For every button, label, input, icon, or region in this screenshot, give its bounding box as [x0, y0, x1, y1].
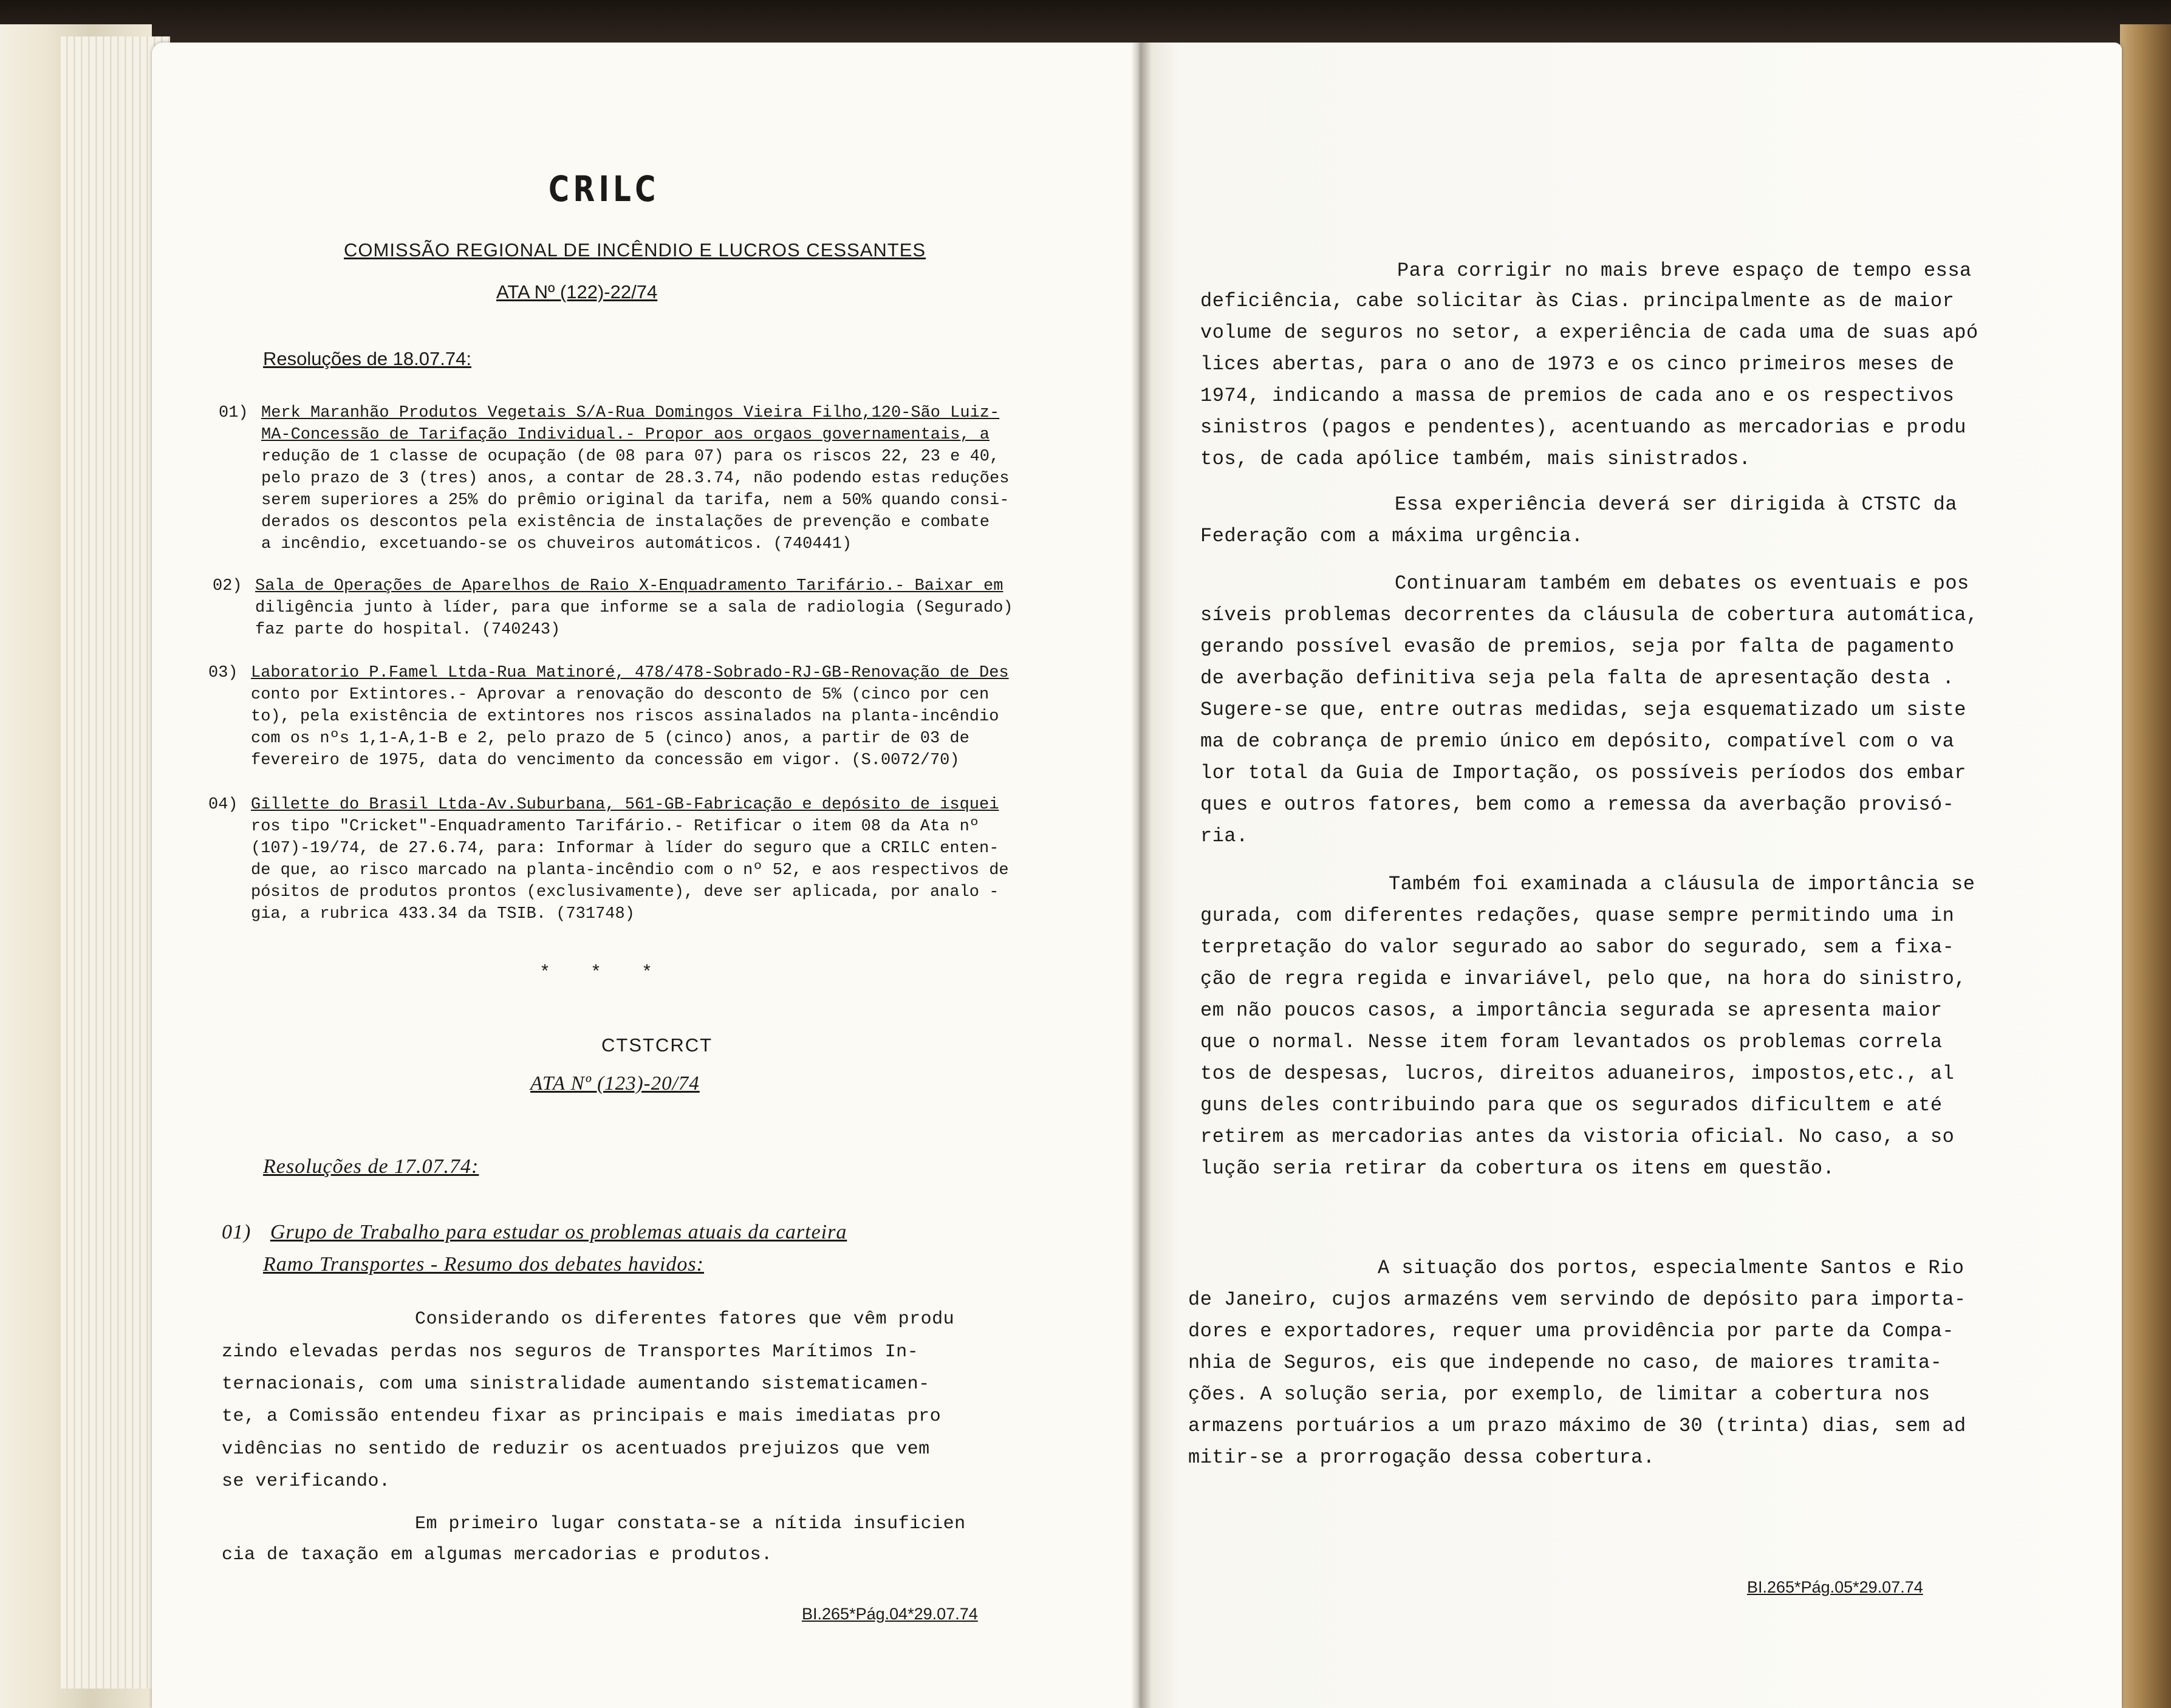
item-line: redução de 1 classe de ocupação (de 08 para 07) para os riscos 22, 23 e 40,: [261, 448, 1000, 466]
item-number: 03): [208, 664, 238, 682]
item-line: fevereiro de 1975, data do vencimento da concessão em vigor. (S.0072/70): [251, 751, 960, 770]
item-number: 04): [208, 796, 238, 814]
group-number: 01): [222, 1221, 251, 1243]
body-line: em não poucos casos, a importância segurada se apresenta maior: [1200, 999, 1943, 1022]
item-line: conto por Extintores.- Aprovar a renovação do desconto de 5% (cinco por cen: [251, 686, 990, 704]
item-line: Merk Maranhão Produtos Vegetais S/A-Rua Domingos Vieira Filho,120-São Luiz-: [261, 404, 1000, 422]
body-line: ria.: [1200, 825, 1248, 847]
item-line: com os nºs 1,1-A,1-B e 2, pelo prazo de 5 (cinco) anos, a partir de 03 de: [251, 729, 969, 748]
item-line: MA-Concessão de Tarifação Individual.- Propor aos orgaos governamentais, a: [261, 426, 990, 444]
body-line: Continuaram também em debates os eventuais e pos: [1395, 572, 1969, 595]
book-gutter: [1131, 43, 1152, 1708]
body-line: A situação dos portos, especialmente Santos e Rio: [1378, 1257, 1964, 1279]
item-line: gia, a rubrica 433.34 da TSIB. (731748): [251, 905, 635, 923]
body-line: se verificando.: [222, 1471, 391, 1492]
body-line: Para corrigir no mais breve espaço de tempo essa: [1397, 259, 1972, 282]
group-subtitle: Ramo Transportes - Resumo dos debates havidos:: [263, 1253, 704, 1276]
item-line: ros tipo "Cricket"-Enquadramento Tarifário.- Retificar o item 08 da Ata nº: [251, 818, 979, 836]
item-line: Gillette do Brasil Ltda-Av.Suburbana, 561-GB-Fabricação e depósito de isquei: [251, 796, 999, 814]
item-line: Laboratorio P.Famel Ltda-Rua Matinoré, 478/478-Sobrado-RJ-GB-Renovação de Des: [251, 664, 1009, 682]
body-line: Considerando os diferentes fatores que vêm produ: [415, 1309, 955, 1330]
body-line: Sugere-se que, entre outras medidas, seja esquematizado um siste: [1200, 699, 1966, 721]
body-line: gurada, com diferentes redações, quase sempre permitindo uma in: [1200, 904, 1955, 927]
resolutions-date: Resoluções de 18.07.74:: [263, 348, 471, 369]
item-line: de que, ao risco marcado na planta-incêndio com o nº 52, e aos respectivos de: [251, 861, 1009, 880]
body-line: tos de despesas, lucros, direitos aduaneiros, impostos,etc., al: [1200, 1062, 1955, 1085]
page-footer-left: BI.265*Pág.04*29.07.74: [802, 1605, 978, 1623]
body-line: retirem as mercadorias antes da vistoria oficial. No caso, a so: [1200, 1126, 1955, 1148]
body-line: vidências no sentido de reduzir os acentuados prejuizos que vem: [222, 1439, 930, 1460]
item-line: Sala de Operações de Aparelhos de Raio X-Enquadramento Tarifário.- Baixar em: [255, 577, 1003, 595]
body-line: dores e exportadores, requer uma providência por parte da Compa-: [1188, 1320, 1954, 1342]
group-title: Grupo de Trabalho para estudar os problemas atuais da carteira: [270, 1221, 847, 1243]
resolutions-date-2: Resoluções de 17.07.74:: [263, 1155, 479, 1178]
committee-title: CTSTCRCT: [601, 1034, 713, 1056]
body-line: tos, de cada apólice também, mais sinistrados.: [1200, 448, 1751, 470]
body-line: ções. A solução seria, por exemplo, de limitar a cobertura nos: [1188, 1383, 1930, 1406]
body-line: te, a Comissão entendeu fixar as principais e mais imediatas pro: [222, 1406, 942, 1427]
section-separator: * * *: [539, 963, 668, 983]
body-line: lices abertas, para o ano de 1973 e os cinco primeiros meses de: [1200, 353, 1955, 375]
ata-number-2: ATA Nº (123)-20/74: [530, 1073, 700, 1095]
body-line: terpretação do valor segurado ao sabor do segurado, sem a fixa-: [1200, 936, 1955, 958]
book-cover-edge: [2120, 24, 2171, 1708]
body-line: de averbação definitiva seja pela falta de apresentação desta .: [1200, 667, 1955, 689]
body-line: lor total da Guia de Importação, os possíveis períodos dos embar: [1200, 762, 1966, 784]
group-heading: [222, 1222, 847, 1243]
body-line: ma de cobrança de premio único em depósito, compatível com o va: [1200, 730, 1955, 753]
body-line: sinistros (pagos e pendentes), acentuando as mercadorias e produ: [1200, 416, 1966, 439]
item-number: 01): [219, 404, 248, 422]
body-line: 1974, indicando a massa de premios de cada ano e os respectivos: [1200, 384, 1955, 407]
item-line: derados os descontos pela existência de instalações de prevenção e combate: [261, 513, 990, 531]
body-line: armazens portuários a um prazo máximo de 30 (trinta) dias, sem ad: [1188, 1415, 1966, 1437]
item-number: 02): [213, 577, 242, 595]
item-line: a incêndio, excetuando-se os chuveiros automáticos. (740441): [261, 535, 852, 553]
body-line: volume de seguros no setor, a experiência de cada uma de suas apó: [1200, 321, 1978, 344]
item-line: pósitos de produtos prontos (exclusivamente), deve ser aplicada, por analo -: [251, 883, 999, 901]
item-line: serem superiores a 25% do prêmio original da tarifa, nem a 50% quando consi-: [261, 491, 1010, 510]
body-line: lução seria retirar da cobertura os itens em questão.: [1200, 1157, 1835, 1180]
logo-crilc: CRILC: [549, 168, 660, 210]
body-line: gerando possível evasão de premios, seja por falta de pagamento: [1200, 635, 1955, 658]
body-line: deficiência, cabe solicitar às Cias. principalmente as de maior: [1200, 290, 1955, 312]
body-line: ção de regra regida e invariável, pelo que, na hora do sinistro,: [1200, 968, 1966, 990]
body-line: Também foi examinada a cláusula de importância se: [1389, 873, 1975, 895]
body-line: que o normal. Nesse item foram levantados os problemas correla: [1200, 1031, 1943, 1053]
ata-number: ATA Nº (122)-22/74: [496, 281, 658, 302]
item-line: (107)-19/74, de 27.6.74, para: Informar à líder do seguro que a CRILC enten-: [251, 839, 999, 858]
body-line: guns deles contribuindo para que os segurados dificultem e até: [1200, 1094, 1943, 1116]
commission-title: COMISSÃO REGIONAL DE INCÊNDIO E LUCROS CESSANTES: [344, 239, 926, 261]
item-line: pelo prazo de 3 (tres) anos, a contar de 28.3.74, não podendo estas reduções: [261, 470, 1010, 488]
item-line: to), pela existência de extintores nos riscos assinalados na planta-incêndio: [251, 708, 999, 726]
body-line: Em primeiro lugar constata-se a nítida insuficien: [415, 1514, 966, 1534]
body-line: zindo elevadas perdas nos seguros de Transportes Marítimos In-: [222, 1342, 919, 1362]
item-line: faz parte do hospital. (740243): [255, 621, 561, 639]
body-line: síveis problemas decorrentes da cláusula de cobertura automática,: [1200, 604, 1978, 626]
body-line: Essa experiência deverá ser dirigida à CTSTC da: [1395, 493, 1958, 516]
body-line: nhia de Seguros, eis que independe no caso, de maiores tramita-: [1188, 1351, 1943, 1374]
body-line: ques e outros fatores, bem como a remessa da averbação provisó-: [1200, 793, 1955, 816]
body-line: de Janeiro, cujos armazéns vem servindo de depósito para importa-: [1188, 1288, 1966, 1311]
body-line: mitir-se a prorrogação dessa cobertura.: [1188, 1446, 1655, 1469]
body-line: ternacionais, com uma sinistralidade aumentando sistematicamen-: [222, 1374, 930, 1395]
body-line: Federação com a máxima urgência.: [1200, 525, 1584, 547]
body-line: cia de taxação em algumas mercadorias e produtos.: [222, 1545, 773, 1565]
page-footer-right: BI.265*Pág.05*29.07.74: [1747, 1578, 1923, 1596]
item-line: diligência junto à líder, para que informe se a sala de radiologia (Segurado): [255, 599, 1013, 617]
